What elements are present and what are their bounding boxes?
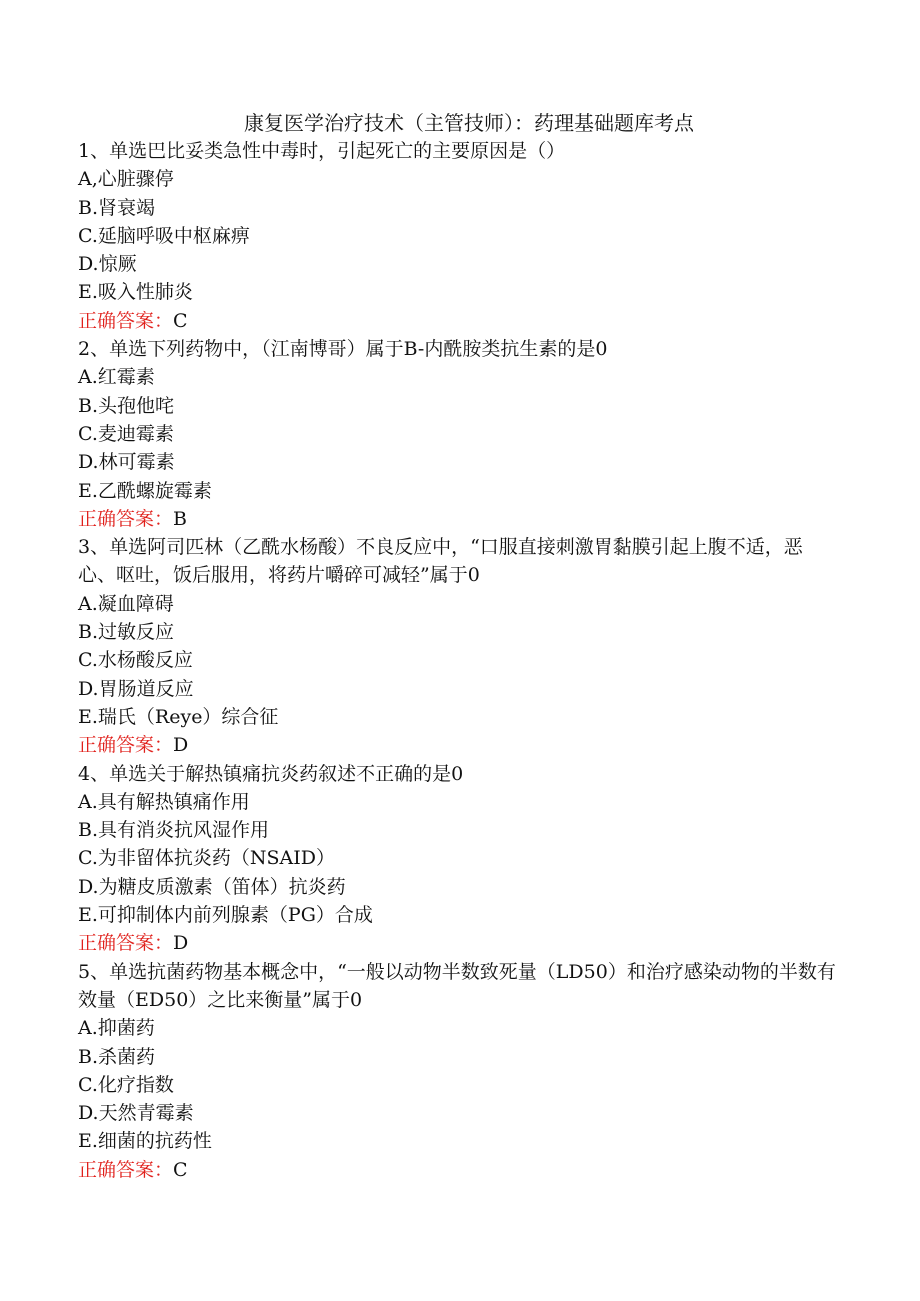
question-stem: 1、单选巴比妥类急性中毒时，引起死亡的主要原因是（） [78,140,566,162]
answer-label: 正确答案： [78,734,174,757]
option-item: D.天然青霉素 [78,1102,194,1125]
option-item: B.肾衰竭 [78,196,156,219]
document-body [78,109,838,1184]
option-item: C.麦迪霉素 [78,422,174,445]
option-item: E.乙酰螺旋霉素 [78,479,212,502]
question-stem: 4、单选关于解热镇痛抗炎药叙述不正确的是0 [78,762,464,785]
option-item: C.水杨酸反应 [78,649,193,672]
question-block [78,137,838,335]
answer-value: B [173,507,187,530]
answer-line [78,731,838,759]
option-item: D.胃肠道反应 [78,677,194,700]
option-item: A.抑菌药 [78,1017,155,1040]
option-item: B.具有消炎抗风湿作用 [78,819,270,842]
option-item: D.林可霉素 [78,451,175,474]
option-item: A.红霉素 [78,366,155,389]
answer-label: 正确答案： [78,932,174,955]
option-item: B.头孢他咤 [78,394,175,417]
option-item: D.惊厥 [78,253,137,276]
question-block [78,958,838,1184]
answer-line [78,505,838,533]
answer-value: D [173,734,189,757]
option-item: C.化疗指数 [78,1073,174,1096]
option-item: B.过敏反应 [78,621,175,644]
option-item: C.延脑呼吸中枢麻痹 [78,224,250,247]
question-stem: 5、单选抗菌药物基本概念中，“一般以动物半数致死量（LD50）和治疗感染动物的半数有效量（ED50）之比来衡量”属于0 [78,960,836,1011]
answer-value: D [173,932,189,955]
option-item: E.细菌的抗药性 [78,1130,212,1153]
answer-line [78,929,838,957]
option-item: E.可抑制体内前列腺素（PG）合成 [78,904,373,927]
question-block [78,760,838,958]
question-block [78,533,838,759]
answer-line [78,1156,838,1184]
answer-line [78,307,838,335]
question-stem: 2、单选下列药物中，（江南博哥）属于B-内酰胺类抗生素的是0 [78,338,608,361]
answer-value: C [173,309,188,332]
option-item: A,心脏骤停 [78,168,174,191]
question-stem: 3、单选阿司匹林（乙酰水杨酸）不良反应中，“口服直接刺激胃黏膜引起上腹不适，恶心、呕吐，饭后服用，将药片嚼碎可减轻”属于0 [78,536,803,587]
question-block [78,335,838,533]
option-item: D.为糖皮质激素（笛体）抗炎药 [78,875,346,898]
option-item: E.瑞氏（Reye）综合征 [78,705,279,728]
option-item: A.凝血障碍 [78,592,174,615]
answer-label: 正确答案： [78,1158,174,1181]
option-item: A.具有解热镇痛作用 [78,790,250,813]
option-item: C.为非留体抗炎药（NSAID） [78,847,336,870]
document-title: 康复医学治疗技术（主管技师）：药理基础题库考点 [244,111,694,135]
answer-label: 正确答案： [78,507,174,530]
answer-value: C [173,1158,188,1181]
option-item: E.吸入性肺炎 [78,281,193,304]
option-item: B.杀菌药 [78,1045,156,1068]
answer-label: 正确答案： [78,309,174,332]
